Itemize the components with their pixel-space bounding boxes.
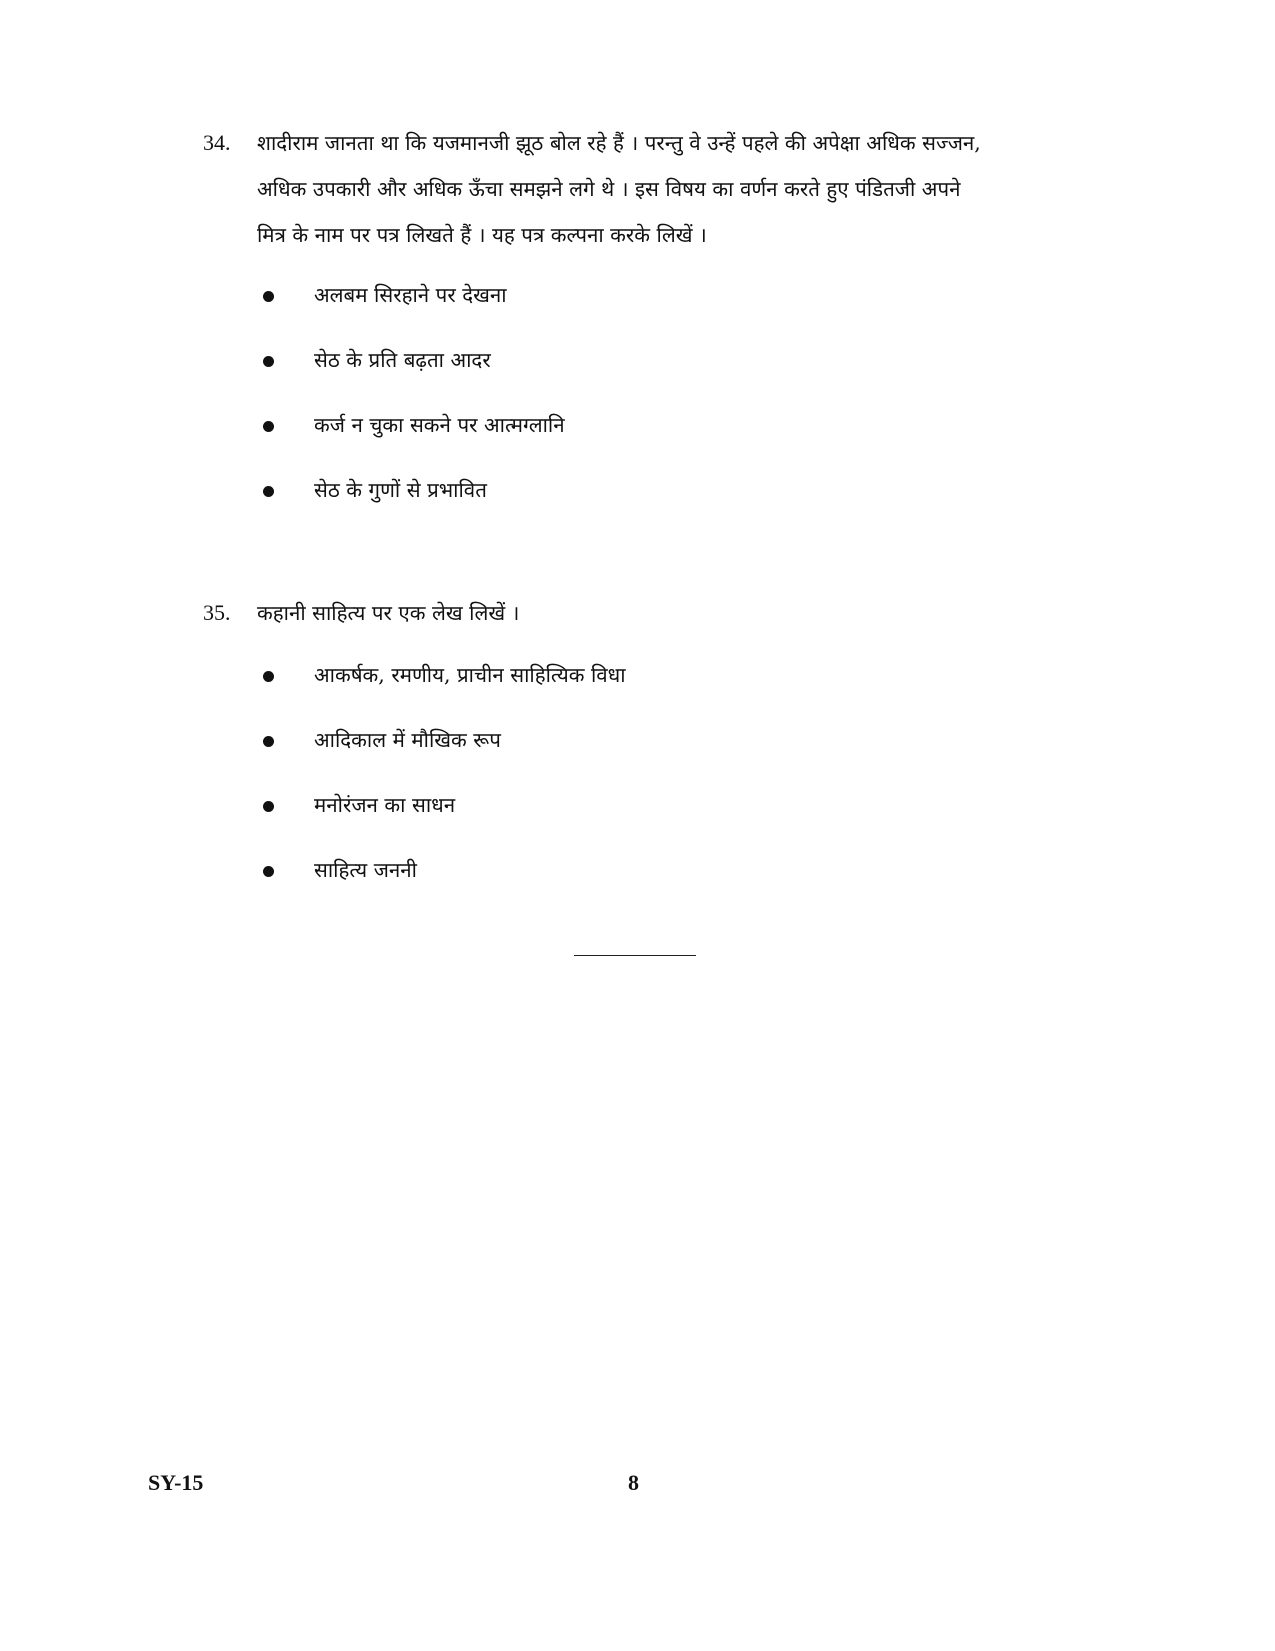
question-text [257, 590, 1083, 636]
question-text-line: अधिक उपकारी और अधिक ऊँचा समझने लगे थे । इस विषय का वर्णन करते हुए पंडितजी अपने [257, 177, 961, 201]
hint-point [203, 782, 1083, 847]
hint-point [203, 467, 1083, 532]
bullet-icon [263, 736, 274, 747]
bullet-icon [263, 866, 274, 877]
bullet-icon [263, 671, 274, 682]
hint-point-text: कर्ज न चुका सकने पर आत्मग्लानि [314, 413, 565, 437]
hint-points-list [203, 272, 1083, 532]
hint-point-text: साहित्य जननी [314, 858, 417, 882]
hint-point [203, 847, 1083, 912]
question-35 [203, 590, 1083, 912]
hint-point [203, 272, 1083, 337]
question-34 [203, 120, 1083, 532]
question-text-line: मित्र के नाम पर पत्र लिखते हैं । यह पत्र कल्पना करके लिखें । [257, 223, 707, 247]
hint-point [203, 337, 1083, 402]
hint-point-text: सेठ के प्रति बढ़ता आदर [314, 348, 491, 372]
paper-code: SY-15 [148, 1470, 204, 1495]
hint-point-text: मनोरंजन का साधन [314, 793, 456, 817]
end-of-section-rule [574, 955, 696, 956]
question-number: 34. [203, 130, 231, 155]
question-text [257, 120, 1083, 258]
bullet-icon [263, 421, 274, 432]
hint-point [203, 652, 1083, 717]
bullet-icon [263, 356, 274, 367]
hint-point-text: आकर्षक, रमणीय, प्राचीन साहित्यिक विधा [314, 663, 626, 687]
hint-point [203, 717, 1083, 782]
question-number: 35. [203, 600, 231, 625]
hint-points-list [203, 652, 1083, 912]
bullet-icon [263, 801, 274, 812]
bullet-icon [263, 291, 274, 302]
question-text-line: शादीराम जानता था कि यजमानजी झूठ बोल रहे हैं । परन्तु वे उन्हें पहले की अपेक्षा अधिक सज्जन, [257, 131, 981, 155]
page-number: 8 [628, 1470, 639, 1495]
hint-point-text: अलबम सिरहाने पर देखना [314, 283, 507, 307]
hint-point-text: आदिकाल में मौखिक रूप [314, 728, 501, 752]
question-text-line: कहानी साहित्य पर एक लेख लिखें । [257, 601, 520, 625]
hint-point-text: सेठ के गुणों से प्रभावित [314, 478, 487, 502]
hint-point [203, 402, 1083, 467]
bullet-icon [263, 486, 274, 497]
